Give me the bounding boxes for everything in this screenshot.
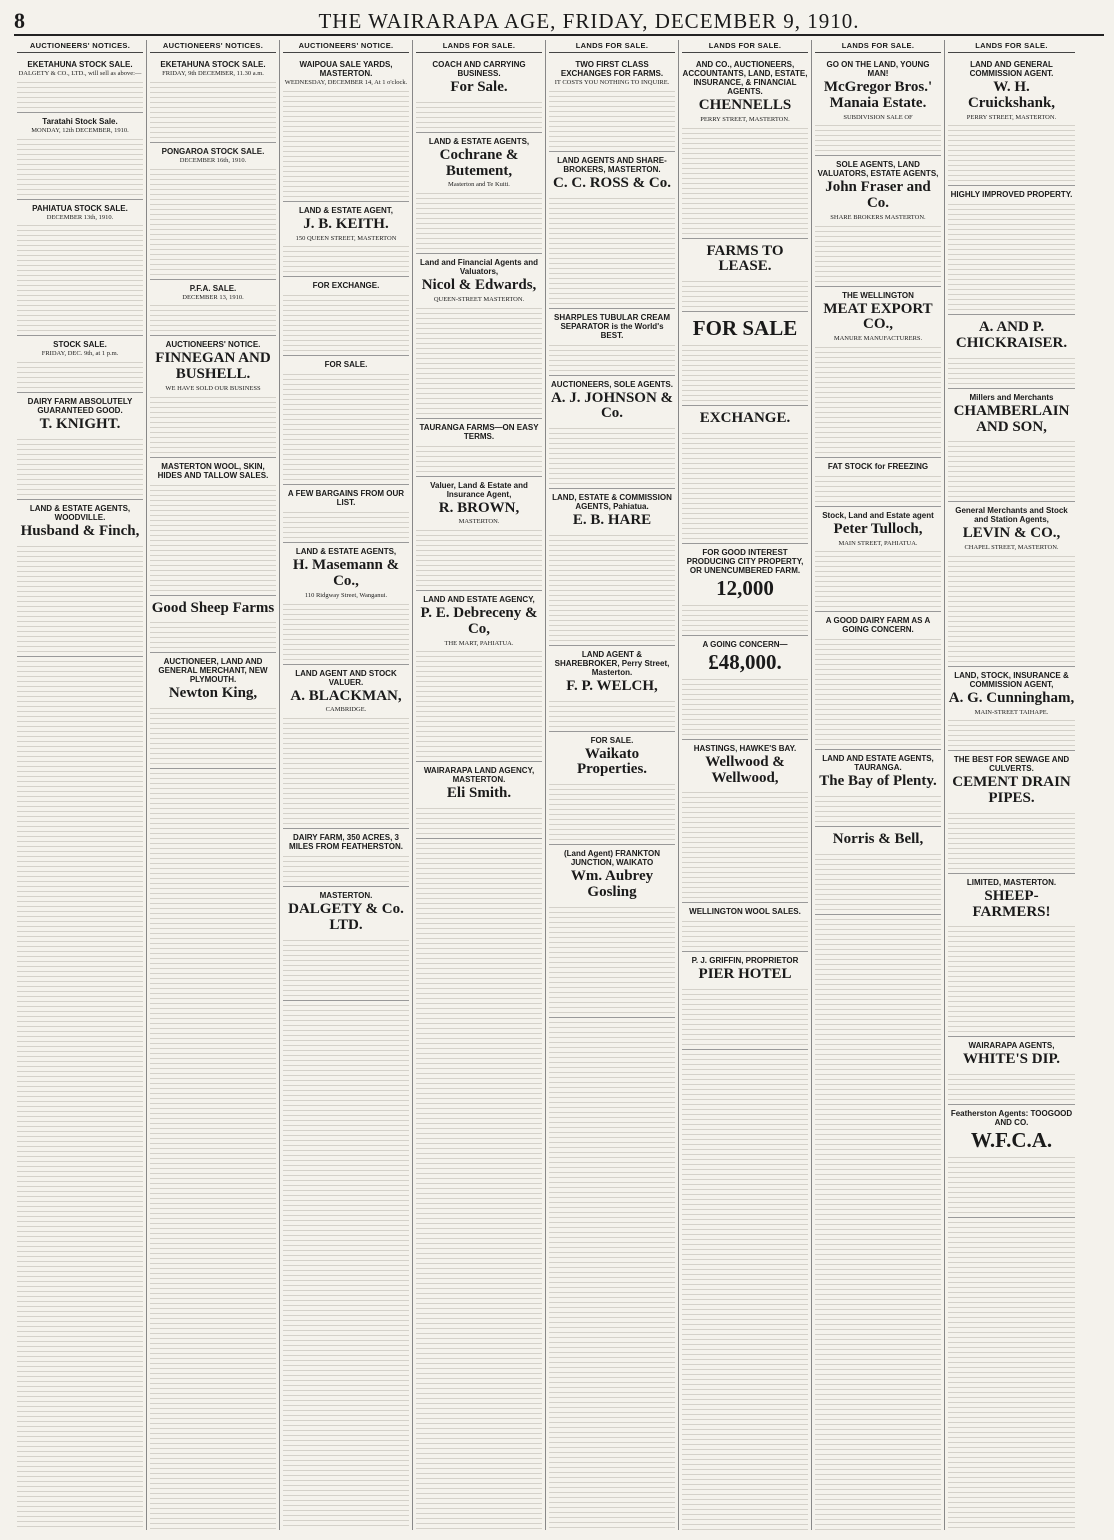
- column-header: AUCTIONEERS' NOTICES.: [150, 40, 276, 53]
- ad-heading: A FEW BARGAINS FROM OUR LIST.: [287, 489, 405, 508]
- advertisement: [283, 543, 409, 664]
- ad-body-text: [150, 301, 276, 331]
- ad-body-text: [948, 200, 1075, 310]
- advertisement: [948, 1105, 1075, 1218]
- ad-title: Good Sheep Farms: [151, 599, 275, 616]
- ad-heading: MASTERTON WOOL, SKIN, HIDES AND TALLOW SALES.: [157, 461, 269, 480]
- ad-body-text: [283, 291, 409, 351]
- ad-title: Waikato Properties.: [576, 745, 648, 778]
- ad-body-text: [416, 442, 542, 472]
- ad-title: W.F.C.A.: [970, 1128, 1053, 1153]
- column-header: AUCTIONEERS' NOTICES.: [17, 40, 143, 53]
- advertisement: [416, 419, 542, 477]
- advertisement: [283, 202, 409, 278]
- ad-title: PIER HOTEL: [698, 966, 792, 983]
- ad-heading: STOCK SALE.: [53, 340, 107, 350]
- advertisement: [948, 874, 1075, 1038]
- ad-title: T. KNIGHT.: [39, 416, 121, 433]
- ad-heading: WELLINGTON WOOL SALES.: [689, 907, 801, 917]
- advertisement: [150, 56, 276, 143]
- advertisement: [150, 336, 276, 457]
- ad-heading: AUCTIONEER, LAND AND GENERAL MERCHANT, NEW PLYMOUTH.: [158, 657, 268, 685]
- ad-body-text: [416, 647, 542, 757]
- ad-title: Eli Smith.: [446, 785, 512, 802]
- ad-title: McGregor Bros.' Manaia Estate.: [823, 79, 933, 111]
- ad-heading: Featherston Agents: TOOGOOD AND CO.: [950, 1109, 1073, 1128]
- advertisement: [682, 239, 808, 313]
- advertisement: [682, 903, 808, 952]
- advertisement: [549, 489, 675, 646]
- ad-body-text: [549, 87, 675, 147]
- ad-subtext: 110 Ridgway Street, Wanganui.: [304, 591, 388, 599]
- ad-body-text: [682, 429, 808, 539]
- ad-body-text: [416, 189, 542, 249]
- advertisement: [416, 133, 542, 254]
- ad-body-text: [17, 657, 143, 1530]
- ad-body-text: [416, 98, 542, 128]
- ad-heading: FOR GOOD INTEREST PRODUCING CITY PROPERTY, OR UNENCUMBERED FARM.: [686, 547, 804, 575]
- ad-body-text: [549, 341, 675, 371]
- column-header: LANDS FOR SALE.: [815, 40, 941, 53]
- advertisement: [549, 376, 675, 490]
- ad-subtext: CHAPEL STREET, MASTERTON.: [964, 544, 1059, 552]
- ad-title: E. B. HARE: [572, 512, 652, 529]
- ad-title: J. B. KEITH.: [303, 215, 389, 232]
- ad-heading: GO ON THE LAND, YOUNG MAN!: [826, 60, 930, 78]
- ad-heading: P.F.A. SALE.: [189, 283, 237, 293]
- ad-body-text: [682, 1050, 808, 1530]
- ad-body-text: [549, 531, 675, 641]
- ad-title: R. BROWN,: [438, 499, 520, 516]
- ad-body-text: [150, 78, 276, 138]
- ad-body-text: [283, 87, 409, 197]
- ad-subtext: MONDAY, 12th DECEMBER, 1910.: [31, 126, 129, 134]
- ad-heading: MASTERTON.: [319, 891, 373, 901]
- column-header: LANDS FOR SALE.: [682, 40, 808, 53]
- advertisement: [682, 544, 808, 636]
- ad-body-text: [815, 635, 941, 745]
- advertisement: [815, 458, 941, 507]
- ad-title: A. J. JOHNSON & Co.: [550, 389, 674, 422]
- advertisement: [283, 485, 409, 543]
- advertisement: [416, 254, 542, 419]
- ad-subtext: IT COSTS YOU NOTHING TO INQUIRE.: [554, 79, 670, 86]
- ad-title: Newton King,: [168, 685, 258, 702]
- advertisement: [948, 186, 1075, 315]
- ad-heading: THE WELLINGTON: [842, 290, 914, 300]
- ad-title: EXCHANGE.: [699, 410, 791, 427]
- column-5: [546, 40, 679, 1530]
- ad-body-text: [815, 121, 941, 151]
- ad-title: £48,000.: [708, 649, 782, 674]
- advertisement: [815, 750, 941, 827]
- advertisement: [682, 636, 808, 740]
- ad-heading: LAND AGENT & SHAREBROKER, Perry Street, Masterton.: [554, 649, 670, 677]
- ad-heading: LAND, ESTATE & COMMISSION AGENTS, Pahiatua.: [552, 493, 672, 512]
- ad-heading: WAIRARAPA LAND AGENCY, MASTERTON.: [423, 766, 535, 785]
- ad-heading: TWO FIRST CLASS EXCHANGES FOR FARMS.: [560, 60, 664, 78]
- ad-title: Cochrane & Butement,: [439, 146, 519, 179]
- ad-heading: Valuer, Land & Estate and Insurance Agent,: [430, 480, 528, 499]
- ad-body-text: [416, 526, 542, 586]
- advertisement: [682, 312, 808, 406]
- advertisement: [150, 458, 276, 596]
- ad-body-text: [17, 358, 143, 388]
- ad-body-text: [416, 839, 542, 1530]
- ad-subtext: WE HAVE SOLD OUR BUSINESS: [165, 384, 261, 392]
- ad-subtext: PERRY STREET, MASTERTON.: [700, 115, 790, 123]
- column-2: [147, 40, 280, 1530]
- ad-title: The Bay of Plenty.: [819, 773, 937, 790]
- advertisement: [283, 829, 409, 887]
- ad-title: A. BLACKMAN,: [290, 687, 402, 704]
- ad-heading: A GOOD DAIRY FARM AS A GOING CONCERN.: [825, 616, 931, 635]
- ad-body-text: [682, 788, 808, 898]
- ad-heading: EKETAHUNA STOCK SALE.: [160, 60, 266, 69]
- ad-heading: DAIRY FARM ABSOLUTELY GUARANTEED GOOD.: [27, 397, 133, 416]
- ad-body-text: [682, 277, 808, 307]
- ad-body-text: [948, 922, 1075, 1032]
- ad-subtext: DALGETY & CO., LTD., will sell as above:—: [18, 70, 142, 77]
- advertisement: [549, 56, 675, 152]
- ad-heading: LAND & ESTATE AGENTS,: [295, 547, 397, 557]
- ad-body-text: [150, 769, 276, 1530]
- ad-body-text: [948, 1218, 1075, 1530]
- ad-title: FARMS TO LEASE.: [706, 242, 784, 275]
- ad-body-text: [948, 809, 1075, 869]
- column-1: [14, 40, 147, 1530]
- ad-heading: LAND AGENTS AND SHARE-BROKERS, MASTERTON.: [557, 155, 667, 174]
- advertisement: [283, 356, 409, 485]
- ad-body-text: [150, 481, 276, 591]
- advertisement: [948, 315, 1075, 389]
- ad-title: Peter Tulloch,: [833, 520, 923, 537]
- ad-body-text: [948, 1070, 1075, 1100]
- ad-body-text: [948, 437, 1075, 497]
- ad-heading: PAHIATUA STOCK SALE.: [32, 203, 128, 213]
- ad-title: A. AND P. CHICKRAISER.: [955, 319, 1068, 352]
- ad-subtext: FRIDAY, 9th DECEMBER, 11.30 a.m.: [162, 70, 264, 77]
- advertisement: [17, 500, 143, 657]
- ad-title: Wellwood & Wellwood,: [705, 753, 785, 786]
- advertisement: [416, 591, 542, 762]
- ad-subtext: QUEEN-STREET MASTERTON.: [433, 295, 525, 303]
- ad-subtext: MAIN STREET, PAHIATUA.: [838, 539, 918, 547]
- ad-heading: DAIRY FARM, 350 ACRES, 3 MILES FROM FEATHERSTON.: [289, 833, 403, 852]
- advertisement: [948, 389, 1075, 503]
- advertisement: [150, 596, 276, 654]
- ad-body-text: [948, 716, 1075, 746]
- ad-heading: LAND AND ESTATE AGENCY,: [423, 595, 535, 605]
- ad-body-text: [17, 78, 143, 108]
- ad-title: DALGETY & Co. LTD.: [288, 901, 404, 933]
- ad-body-text: [17, 542, 143, 652]
- ad-body-text: [948, 552, 1075, 662]
- ad-body-text: [549, 697, 675, 727]
- ad-body-text: [948, 1153, 1075, 1213]
- ad-body-text: [150, 618, 276, 648]
- ad-body-text: [283, 936, 409, 996]
- advertisement: [948, 751, 1075, 874]
- ad-subtext: MASTERTON.: [458, 518, 500, 526]
- ad-title: H. Masemann & Co.,: [292, 557, 400, 590]
- ad-subtext: DECEMBER 13th, 1910.: [46, 213, 114, 221]
- ad-body-text: [815, 472, 941, 502]
- ad-body-text: [549, 780, 675, 840]
- ad-body-text: [283, 242, 409, 272]
- ad-heading: Taratahi Stock Sale.: [42, 116, 118, 126]
- ad-body-text: [682, 601, 808, 631]
- advertisement: [815, 56, 941, 156]
- ad-body-text: [682, 917, 808, 947]
- ad-heading: PONGAROA STOCK SALE.: [161, 146, 265, 156]
- ad-heading: P. J. GRIFFIN, PROPRIETOR: [691, 956, 799, 966]
- advertisement: [682, 56, 808, 239]
- advertisement: [416, 477, 542, 592]
- column-header: AUCTIONEERS' NOTICE.: [283, 40, 409, 53]
- column-7: [812, 40, 945, 1530]
- ad-title: CHENNELLS: [698, 97, 792, 113]
- advertisement: [283, 56, 409, 202]
- advertisement: [150, 280, 276, 337]
- ad-body-text: [416, 804, 542, 834]
- column-3: [280, 40, 413, 1530]
- ad-subtext: THE MART, PAHIATUA.: [444, 639, 514, 647]
- ad-heading: Stock, Land and Estate agent: [822, 510, 934, 520]
- ad-heading: LAND AND ESTATE AGENTS, TAURANGA.: [822, 754, 934, 773]
- advertisement: [549, 845, 675, 1018]
- ad-body-text: [815, 222, 941, 282]
- ad-heading: Land and Financial Agents and Valuators,: [420, 258, 538, 277]
- ad-title: CHAMBERLAIN AND SON,: [953, 402, 1070, 435]
- ad-subtext: SHARE BROKERS MASTERTON.: [830, 213, 926, 221]
- ad-body-text: [283, 600, 409, 660]
- ad-title: FOR SALE: [692, 316, 798, 341]
- ad-heading: LAND & ESTATE AGENT,: [298, 205, 394, 215]
- ad-title: LEVIN & CO.,: [962, 525, 1061, 542]
- ad-body-text: [17, 135, 143, 195]
- ad-subtext: WEDNESDAY, DECEMBER 14, At 1 o'clock.: [284, 79, 408, 86]
- ad-body-text: [283, 714, 409, 824]
- ad-title: P. E. Debreceny & Co,: [420, 605, 538, 637]
- ad-heading: SHARPLES TUBULAR CREAM SEPARATOR is the World's BEST.: [554, 312, 670, 340]
- ad-heading: FOR SALE.: [324, 360, 368, 370]
- ad-body-text: [682, 675, 808, 735]
- ad-title: CEMENT DRAIN PIPES.: [952, 774, 1071, 807]
- ad-heading: LAND & ESTATE AGENTS,: [428, 136, 530, 146]
- ad-body-text: [549, 1018, 675, 1530]
- ad-heading: AUCTIONEERS, SOLE AGENTS.: [551, 379, 673, 389]
- ad-subtext: CAMBRIDGE.: [325, 706, 367, 714]
- ad-body-text: [549, 424, 675, 484]
- ad-subtext: FRIDAY, DEC. 9th, at 1 p.m.: [41, 350, 119, 358]
- ad-title: Norris & Bell,: [832, 831, 924, 848]
- ad-body-text: [815, 915, 941, 1530]
- column-header: LANDS FOR SALE.: [549, 40, 675, 53]
- advertisement: [283, 887, 409, 1001]
- ad-heading: HASTINGS, HAWKE'S BAY.: [693, 743, 797, 753]
- column-header: LANDS FOR SALE.: [948, 40, 1075, 53]
- advertisement: [815, 287, 941, 458]
- advertisement: [549, 152, 675, 309]
- ad-subtext: DECEMBER 13, 1910.: [182, 293, 244, 301]
- ad-body-text: [150, 393, 276, 453]
- advertisement: [815, 612, 941, 750]
- ad-body-text: [815, 343, 941, 453]
- ad-heading: LAND AND GENERAL COMMISSION AGENT.: [969, 60, 1054, 78]
- advertisement: [17, 336, 143, 393]
- ad-body-text: [150, 165, 276, 275]
- column-4: [413, 40, 546, 1530]
- advertisement: [948, 502, 1075, 667]
- ad-heading: HIGHLY IMPROVED PROPERTY.: [950, 190, 1073, 200]
- ad-subtext: DECEMBER 16th, 1910.: [179, 156, 247, 164]
- column-8: [945, 40, 1078, 1530]
- ad-heading: Millers and Merchants: [969, 392, 1054, 402]
- advertisement: [682, 952, 808, 1050]
- advertisement: [150, 653, 276, 769]
- ad-heading: TAURANGA FARMS—ON EASY TERMS.: [419, 422, 539, 441]
- advertisement: [948, 1037, 1075, 1105]
- advertisement: [948, 56, 1075, 186]
- advertisement: [17, 113, 143, 200]
- ad-title: W. H. Cruickshank,: [967, 79, 1056, 111]
- column-header: LANDS FOR SALE.: [416, 40, 542, 53]
- ad-subtext: Masterton and Te Kuiti.: [448, 181, 510, 189]
- ad-title: 12,000: [716, 575, 774, 600]
- ad-title: MEAT EXPORT CO.,: [823, 300, 933, 333]
- ad-heading: WAIRARAPA AGENTS,: [968, 1041, 1055, 1051]
- ad-heading: FOR EXCHANGE.: [312, 281, 380, 291]
- ad-heading: AND CO., AUCTIONEERS, ACCOUNTANTS, LAND, ESTATE, INSURANCE, & FINANCIAL AGENTS.: [682, 60, 808, 96]
- advertisement: [682, 406, 808, 544]
- ad-body-text: [682, 124, 808, 234]
- ad-title: C. C. ROSS & Co.: [553, 174, 671, 191]
- ad-heading: THE BEST FOR SEWAGE AND CULVERTS.: [953, 755, 1070, 774]
- advertisement: [416, 56, 542, 133]
- advertisement: [549, 646, 675, 732]
- ad-title: A. G. Cunningham,: [948, 689, 1075, 706]
- ad-body-text: [549, 194, 675, 304]
- advertisement: [416, 762, 542, 839]
- ad-heading: LAND & ESTATE AGENTS, WOODVILLE.: [29, 503, 131, 522]
- ad-body-text: [283, 1001, 409, 1530]
- ad-body-text: [283, 370, 409, 480]
- ad-body-text: [682, 985, 808, 1045]
- columns: [14, 40, 1104, 1530]
- advertisement: [17, 56, 143, 113]
- ad-body-text: [948, 354, 1075, 384]
- ad-body-text: [682, 341, 808, 401]
- advertisement: [815, 156, 941, 286]
- ad-body-text: [283, 852, 409, 882]
- ad-title: SHEEP-FARMERS!: [972, 887, 1051, 920]
- ad-body-text: [815, 850, 941, 910]
- ad-body-text: [815, 792, 941, 822]
- ad-heading: A GOING CONCERN—: [702, 639, 788, 649]
- advertisement: [17, 200, 143, 337]
- ad-subtext: SUBDIVISION SALE OF: [843, 113, 913, 121]
- advertisement: [283, 665, 409, 830]
- advertisement: [283, 277, 409, 356]
- ad-body-text: [948, 121, 1075, 181]
- ad-title: Nicol & Edwards,: [421, 277, 537, 294]
- ad-title: F. P. WELCH,: [566, 677, 658, 694]
- ad-subtext: MANURE MANUFACTURERS.: [833, 335, 923, 343]
- ad-heading: FAT STOCK for FREEZING: [827, 461, 929, 471]
- ad-title: John Fraser and Co.: [825, 179, 931, 212]
- ad-title: WHITE'S DIP.: [963, 1051, 1060, 1068]
- advertisement: [17, 393, 143, 500]
- advertisement: [682, 740, 808, 904]
- advertisement: [549, 309, 675, 376]
- ad-body-text: [815, 547, 941, 607]
- column-6: [679, 40, 812, 1530]
- ad-title: FINNEGAN AND BUSHELL.: [155, 350, 271, 383]
- advertisement: [948, 667, 1075, 752]
- ad-heading: General Merchants and Stock and Station Agents,: [955, 506, 1068, 525]
- ad-body-text: [17, 435, 143, 495]
- ad-body-text: [150, 704, 276, 764]
- ad-body-text: [17, 221, 143, 331]
- ad-subtext: 150 QUEEN STREET, MASTERTON: [295, 234, 397, 242]
- ad-heading: EKETAHUNA STOCK SALE.: [27, 60, 133, 69]
- ad-heading: LAND AGENT AND STOCK VALUER.: [295, 668, 397, 687]
- ad-body-text: [549, 903, 675, 1013]
- ad-heading: (Land Agent) FRANKTON JUNCTION, WAIKATO: [564, 849, 660, 868]
- advertisement: [815, 507, 941, 613]
- ad-title: Wm. Aubrey Gosling: [570, 868, 654, 900]
- ad-heading: WAIPOUA SALE YARDS, MASTERTON.: [299, 60, 393, 78]
- advertisement: [150, 143, 276, 280]
- advertisement: [815, 827, 941, 915]
- ad-heading: LIMITED, MASTERTON.: [966, 877, 1057, 887]
- ad-body-text: [283, 508, 409, 538]
- advertisement: [549, 732, 675, 846]
- ad-heading: AUCTIONEERS' NOTICE.: [165, 340, 261, 350]
- ad-title: Husband & Finch,: [20, 522, 140, 539]
- ad-heading: FOR SALE.: [590, 735, 634, 745]
- ad-subtext: PERRY STREET, MASTERTON.: [966, 113, 1057, 121]
- page-number: 8: [14, 8, 25, 33]
- ad-heading: LAND, STOCK, INSURANCE & COMMISSION AGENT,: [954, 670, 1069, 689]
- ad-heading: COACH AND CARRYING BUSINESS.: [432, 60, 526, 78]
- ad-title: For Sale.: [450, 79, 508, 95]
- ad-body-text: [416, 304, 542, 414]
- ad-heading: SOLE AGENTS, LAND VALUATORS, ESTATE AGENTS,: [817, 160, 939, 179]
- ad-subtext: MAIN-STREET TAIHAPE.: [974, 708, 1049, 716]
- masthead: [14, 8, 1104, 36]
- newspaper-title: THE WAIRARAPA AGE, FRIDAY, DECEMBER 9, 1910.: [318, 9, 860, 33]
